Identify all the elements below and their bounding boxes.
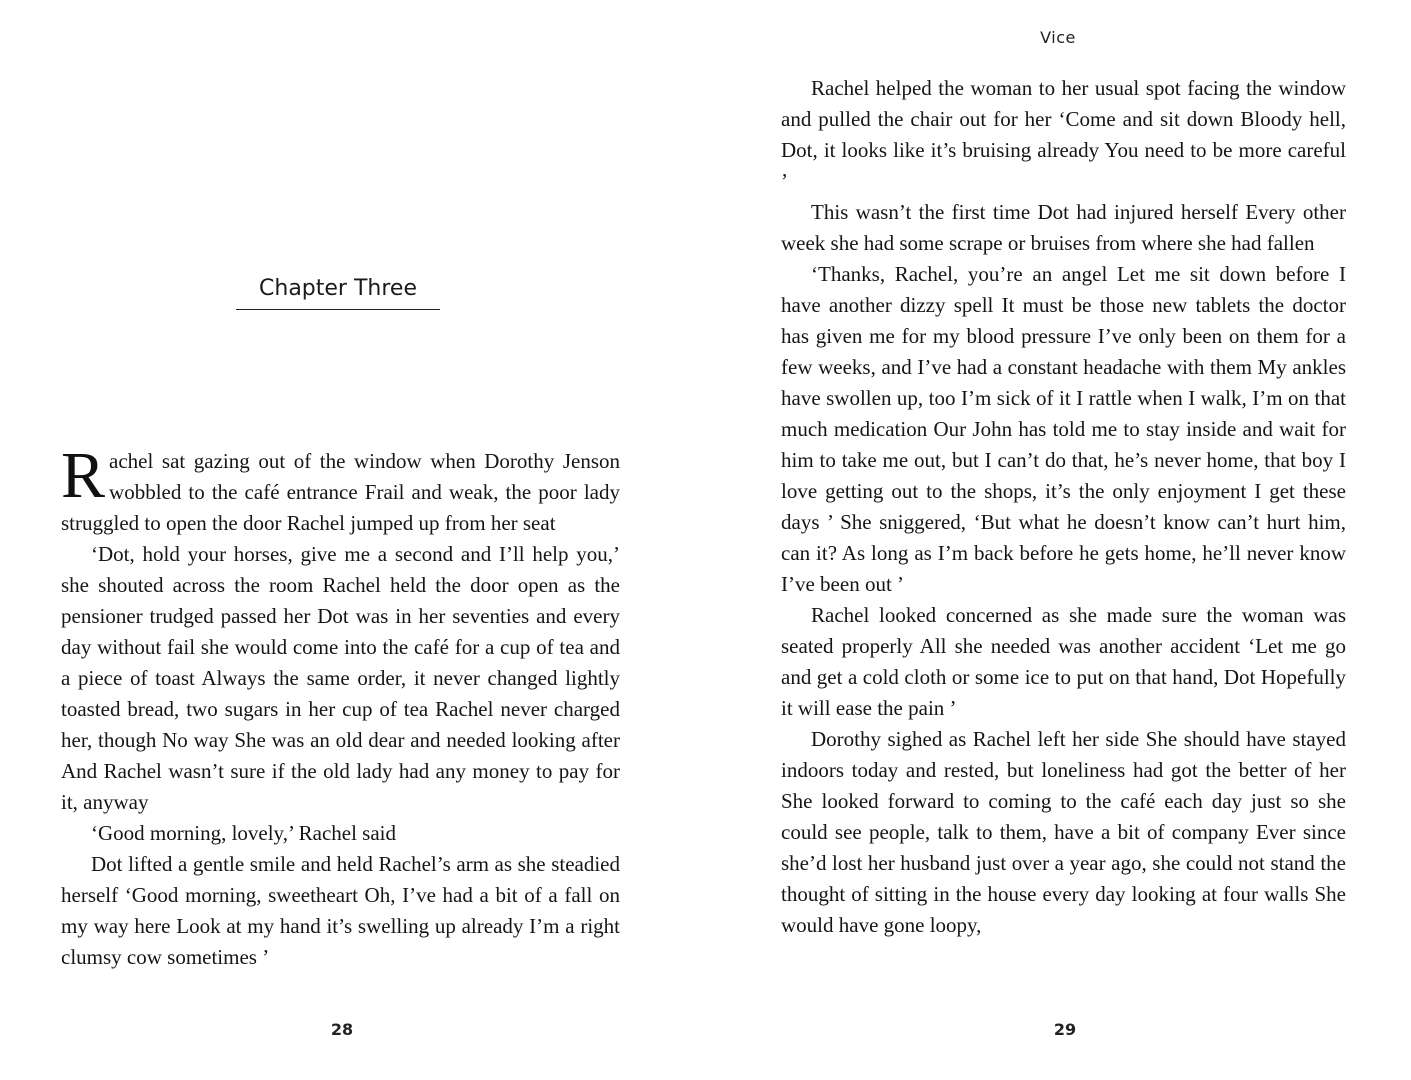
page-number-right: 29 [1053, 1020, 1077, 1039]
opening-paragraph [61, 439, 620, 539]
paragraph: Dot lifted a gentle smile and held Rachel’s arm as she steadied herself ‘Good morning, sweetheart Oh, I’ve had a bit of a fall on my way here Look at my hand it’s swelling up already I’m a right clumsy cow sometimes ’ [61, 852, 620, 969]
paragraph: ‘Thanks, Rachel, you’re an angel Let me sit down before I have another dizzy spell It must be those new tablets the doctor has given me for my blood pressure I’ve only been on them for a few weeks, and I’ve had a constant headache with them My ankles have swollen up, too I’m sick of it I rattle when I walk, I’m on that much medication Our John has told me to stay inside and wait for him to take me out, but I can’t do that, he’s never home, that boy I love getting out to the shops, it’s the only enjoyment I get these days ’ She sniggered, ‘But what he doesn’t know can’t hurt him, can it? As long as I’m back before he gets home, he’ll never know I’ve been out ’ [781, 262, 1346, 596]
paragraph: Rachel helped the woman to her usual spot facing the window and pulled the chair out for her ‘Come and sit down Bloody hell, Dot, it looks like it’s bruising already You need to be more careful ’ [781, 76, 1346, 193]
opening-paragraph-text: achel sat gazing out of the window when Dorothy Jenson wobbled to the café entrance Frail and weak, the poor lady struggled to open the door Rachel jumped up from her seat [61, 449, 620, 535]
running-head: Vice [1040, 28, 1076, 47]
paragraph: This wasn’t the first time Dot had injured herself Every other week she had some scrape or bruises from where she had fallen [781, 200, 1346, 255]
chapter-title: Chapter Three [236, 276, 440, 310]
left-page [0, 0, 705, 1080]
paragraph: Dorothy sighed as Rachel left her side She should have stayed indoors today and rested, but loneliness had got the better of her She looked forward to coming to the café each day just so she could see people, talk to them, have a bit of company Ever since she’d lost her husband just over a year ago, she could not stand the thought of sitting in the house every day looking at four walls She would have gone loopy, [781, 727, 1346, 937]
page-number-left: 28 [330, 1020, 354, 1039]
right-page [705, 0, 1411, 1080]
left-body-text [61, 439, 620, 973]
paragraph: ‘Dot, hold your horses, give me a second and I’ll help you,’ she shouted across the room Rachel held the door open as the pensioner trudged passed her Dot was in her seventies and every day without fail she would come into the café for a cup of tea and a piece of toast Always the same order, it never changed lightly toasted bread, two sugars in her cup of tea Rachel never charged her, though No way She was an old dear and needed looking after And Rachel wasn’t sure if the old lady had any money to pay for it, anyway [61, 542, 620, 814]
paragraph: ‘Good morning, lovely,’ Rachel said [91, 821, 397, 845]
right-body-text [781, 73, 1346, 941]
drop-cap: R [61, 439, 106, 512]
paragraph: Rachel looked concerned as she made sure the woman was seated properly All she needed was another accident ‘Let me go and get a cold cloth or some ice to put on that hand, Dot Hopefully it will ease the pain ’ [781, 603, 1346, 720]
